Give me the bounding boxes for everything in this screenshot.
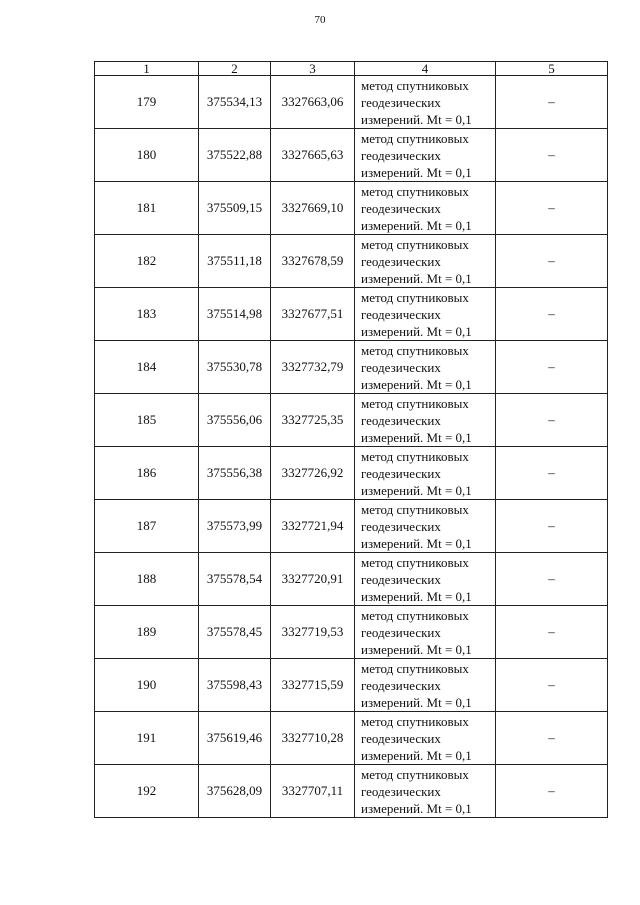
- x-coordinate-cell: 375514,98: [199, 288, 271, 341]
- method-line: измерений. Mt = 0,1: [361, 376, 472, 392]
- method-line: метод спутниковых: [361, 766, 469, 782]
- column-header: 4: [355, 62, 496, 76]
- method-cell: [355, 606, 496, 659]
- y-coordinate-cell: 3327669,10: [271, 182, 355, 235]
- method-line: измерений. Mt = 0,1: [361, 588, 472, 604]
- column-header: 3: [271, 62, 355, 76]
- method-line: геодезических: [361, 306, 441, 322]
- method-line: измерений. Mt = 0,1: [361, 641, 472, 657]
- method-line: геодезических: [361, 253, 441, 269]
- method-cell: [355, 765, 496, 818]
- note-cell: –: [496, 394, 608, 447]
- table-row: [95, 182, 608, 235]
- method-line: измерений. Mt = 0,1: [361, 270, 472, 286]
- x-coordinate-cell: 375530,78: [199, 341, 271, 394]
- y-coordinate-cell: 3327663,06: [271, 76, 355, 129]
- table-row: [95, 76, 608, 129]
- table-row: [95, 394, 608, 447]
- table-row: [95, 712, 608, 765]
- y-coordinate-cell: 3327665,63: [271, 129, 355, 182]
- method-line: метод спутниковых: [361, 183, 469, 199]
- table-row: [95, 447, 608, 500]
- x-coordinate-cell: 375522,88: [199, 129, 271, 182]
- note-cell: –: [496, 129, 608, 182]
- method-line: метод спутниковых: [361, 342, 469, 358]
- method-line: измерений. Mt = 0,1: [361, 164, 472, 180]
- method-line: измерений. Mt = 0,1: [361, 535, 472, 551]
- y-coordinate-cell: 3327719,53: [271, 606, 355, 659]
- method-line: геодезических: [361, 200, 441, 216]
- method-line: измерений. Mt = 0,1: [361, 747, 472, 763]
- method-cell: [355, 129, 496, 182]
- point-number-cell: 185: [95, 394, 199, 447]
- method-cell: [355, 235, 496, 288]
- table-body: [95, 62, 608, 818]
- method-cell: [355, 659, 496, 712]
- x-coordinate-cell: 375619,46: [199, 712, 271, 765]
- note-cell: –: [496, 500, 608, 553]
- method-line: метод спутниковых: [361, 395, 469, 411]
- table-row: [95, 235, 608, 288]
- method-line: метод спутниковых: [361, 77, 469, 93]
- method-line: измерений. Mt = 0,1: [361, 800, 472, 816]
- note-cell: –: [496, 447, 608, 500]
- method-line: геодезических: [361, 783, 441, 799]
- table-row: [95, 765, 608, 818]
- x-coordinate-cell: 375573,99: [199, 500, 271, 553]
- note-cell: –: [496, 606, 608, 659]
- method-cell: [355, 553, 496, 606]
- table-row: [95, 553, 608, 606]
- note-cell: –: [496, 553, 608, 606]
- y-coordinate-cell: 3327707,11: [271, 765, 355, 818]
- point-number-cell: 183: [95, 288, 199, 341]
- note-cell: –: [496, 765, 608, 818]
- point-number-cell: 186: [95, 447, 199, 500]
- method-cell: [355, 712, 496, 765]
- method-line: измерений. Mt = 0,1: [361, 482, 472, 498]
- method-line: метод спутниковых: [361, 236, 469, 252]
- note-cell: –: [496, 659, 608, 712]
- x-coordinate-cell: 375511,18: [199, 235, 271, 288]
- y-coordinate-cell: 3327710,28: [271, 712, 355, 765]
- point-number-cell: 191: [95, 712, 199, 765]
- y-coordinate-cell: 3327725,35: [271, 394, 355, 447]
- table-row: [95, 659, 608, 712]
- table-row: [95, 606, 608, 659]
- method-cell: [355, 447, 496, 500]
- table-row: [95, 500, 608, 553]
- method-line: геодезических: [361, 730, 441, 746]
- x-coordinate-cell: 375556,38: [199, 447, 271, 500]
- column-header: 5: [496, 62, 608, 76]
- y-coordinate-cell: 3327732,79: [271, 341, 355, 394]
- note-cell: –: [496, 182, 608, 235]
- note-cell: –: [496, 288, 608, 341]
- method-line: геодезических: [361, 677, 441, 693]
- y-coordinate-cell: 3327715,59: [271, 659, 355, 712]
- point-number-cell: 189: [95, 606, 199, 659]
- method-line: геодезических: [361, 359, 441, 375]
- y-coordinate-cell: 3327678,59: [271, 235, 355, 288]
- method-line: метод спутниковых: [361, 607, 469, 623]
- x-coordinate-cell: 375628,09: [199, 765, 271, 818]
- method-line: геодезических: [361, 94, 441, 110]
- note-cell: –: [496, 712, 608, 765]
- y-coordinate-cell: 3327726,92: [271, 447, 355, 500]
- point-number-cell: 180: [95, 129, 199, 182]
- note-cell: –: [496, 235, 608, 288]
- point-number-cell: 184: [95, 341, 199, 394]
- method-line: геодезических: [361, 624, 441, 640]
- method-line: геодезических: [361, 465, 441, 481]
- table-row: [95, 288, 608, 341]
- y-coordinate-cell: 3327677,51: [271, 288, 355, 341]
- method-cell: [355, 182, 496, 235]
- method-line: измерений. Mt = 0,1: [361, 217, 472, 233]
- method-line: метод спутниковых: [361, 660, 469, 676]
- x-coordinate-cell: 375556,06: [199, 394, 271, 447]
- method-line: метод спутниковых: [361, 289, 469, 305]
- method-line: метод спутниковых: [361, 713, 469, 729]
- note-cell: –: [496, 76, 608, 129]
- method-line: измерений. Mt = 0,1: [361, 111, 472, 127]
- method-cell: [355, 500, 496, 553]
- method-line: геодезических: [361, 518, 441, 534]
- point-number-cell: 187: [95, 500, 199, 553]
- method-line: геодезических: [361, 571, 441, 587]
- point-number-cell: 190: [95, 659, 199, 712]
- column-header: 2: [199, 62, 271, 76]
- method-cell: [355, 288, 496, 341]
- point-number-cell: 181: [95, 182, 199, 235]
- method-line: метод спутниковых: [361, 448, 469, 464]
- method-cell: [355, 394, 496, 447]
- note-cell: –: [496, 341, 608, 394]
- point-number-cell: 179: [95, 76, 199, 129]
- coordinates-table: [94, 61, 608, 818]
- method-cell: [355, 341, 496, 394]
- point-number-cell: 192: [95, 765, 199, 818]
- x-coordinate-cell: 375578,45: [199, 606, 271, 659]
- point-number-cell: 188: [95, 553, 199, 606]
- point-number-cell: 182: [95, 235, 199, 288]
- column-header: 1: [95, 62, 199, 76]
- method-line: метод спутниковых: [361, 501, 469, 517]
- method-line: измерений. Mt = 0,1: [361, 429, 472, 445]
- x-coordinate-cell: 375578,54: [199, 553, 271, 606]
- x-coordinate-cell: 375534,13: [199, 76, 271, 129]
- y-coordinate-cell: 3327721,94: [271, 500, 355, 553]
- method-line: метод спутниковых: [361, 554, 469, 570]
- method-cell: [355, 76, 496, 129]
- x-coordinate-cell: 375509,15: [199, 182, 271, 235]
- table-row: [95, 341, 608, 394]
- table-row: [95, 129, 608, 182]
- method-line: геодезических: [361, 412, 441, 428]
- method-line: измерений. Mt = 0,1: [361, 323, 472, 339]
- table-header-row: [95, 62, 608, 76]
- page-number: 70: [314, 14, 326, 26]
- method-line: метод спутниковых: [361, 130, 469, 146]
- method-line: геодезических: [361, 147, 441, 163]
- x-coordinate-cell: 375598,43: [199, 659, 271, 712]
- method-line: измерений. Mt = 0,1: [361, 694, 472, 710]
- y-coordinate-cell: 3327720,91: [271, 553, 355, 606]
